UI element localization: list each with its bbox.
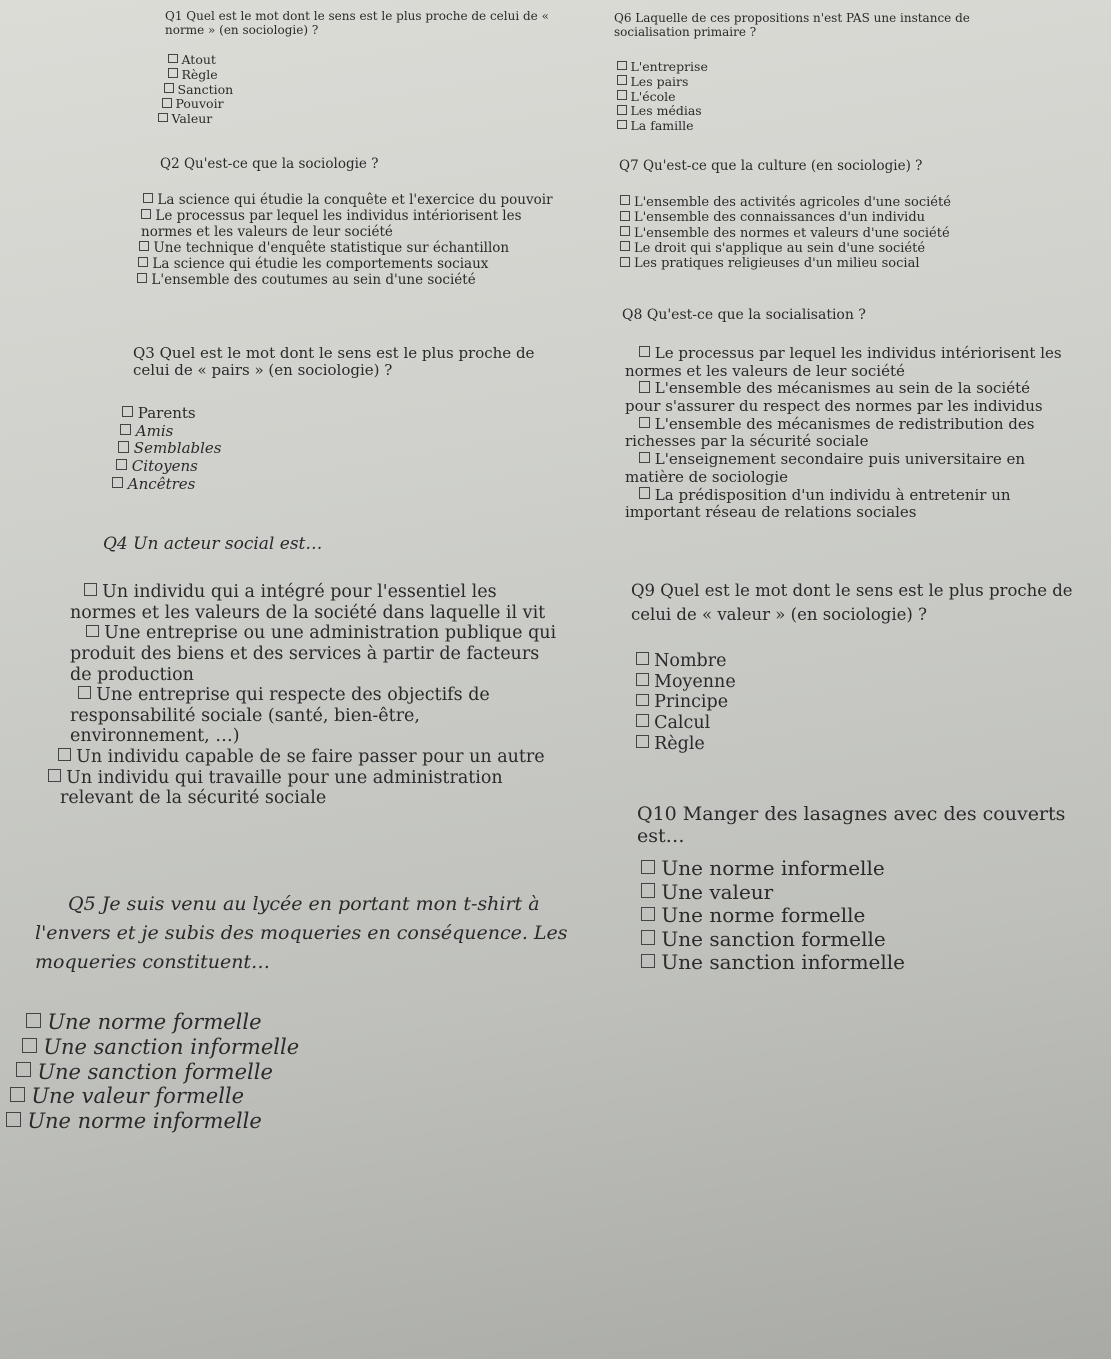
q5-option[interactable]: Une sanction formelle [16, 1060, 299, 1085]
q6-option[interactable]: L'école [617, 90, 708, 105]
q10-option[interactable]: Une norme informelle [641, 857, 905, 881]
q4-option[interactable]: Une entreprise ou une administration publique qui produit des biens et des services à partir de facteurs de production [70, 623, 557, 685]
question-7: Q7 Qu'est-ce que la culture (en sociologie) ? [619, 158, 923, 174]
q3-option[interactable]: Semblables [118, 440, 222, 458]
checkbox-icon [16, 1062, 31, 1077]
checkbox-icon [617, 75, 627, 85]
q8-option[interactable]: L'enseignement secondaire puis universitaire en matière de sociologie [625, 450, 1026, 486]
q5-option[interactable]: Une sanction informelle [22, 1035, 299, 1060]
q5-option[interactable]: Une norme formelle [26, 1010, 299, 1035]
checkbox-icon [86, 625, 99, 638]
checkbox-icon [639, 417, 650, 428]
q6-options [617, 60, 708, 134]
q1-option[interactable]: Atout [168, 53, 233, 68]
checkbox-icon [141, 209, 151, 219]
checkbox-icon [636, 714, 649, 727]
q3-option[interactable]: Citoyens [116, 458, 222, 476]
q7-option[interactable]: L'ensemble des activités agricoles d'une société [620, 195, 951, 210]
checkbox-icon [138, 257, 148, 267]
q6-option[interactable]: Les médias [617, 104, 708, 119]
checkbox-icon [636, 694, 649, 707]
checkbox-icon [620, 211, 630, 221]
checkbox-icon [58, 748, 71, 761]
checkbox-icon [641, 860, 655, 874]
question-2: Q2 Qu'est-ce que la sociologie ? [160, 156, 379, 172]
q5-option[interactable]: Une valeur formelle [10, 1084, 299, 1109]
checkbox-icon [143, 193, 153, 203]
checkbox-icon [617, 105, 627, 115]
checkbox-icon [641, 907, 655, 921]
checkbox-icon [84, 583, 97, 596]
checkbox-icon [48, 769, 61, 782]
checkbox-icon [116, 459, 127, 470]
q2-option[interactable]: L'ensemble des coutumes au sein d'une société [137, 273, 573, 289]
question-3: Q3 Quel est le mot dont le sens est le plus proche de celui de « pairs » (en sociologie) ? [133, 344, 535, 380]
checkbox-icon [26, 1013, 41, 1028]
q10-option[interactable]: Une sanction formelle [641, 928, 905, 952]
checkbox-icon [164, 83, 174, 93]
q9-option[interactable]: Moyenne [636, 672, 736, 693]
checkbox-icon [636, 735, 649, 748]
q9-option[interactable]: Règle [636, 734, 736, 755]
checkbox-icon [112, 477, 123, 488]
checkbox-icon [162, 98, 172, 108]
checkbox-icon [168, 54, 178, 64]
q2-options [143, 193, 573, 289]
question-1: Q1 Quel est le mot dont le sens est le plus proche de celui de « norme » (en sociologie) ? [165, 9, 549, 37]
checkbox-icon [617, 120, 627, 130]
q9-options [636, 651, 736, 754]
q10-option[interactable]: Une valeur [641, 881, 905, 905]
q3-option[interactable]: Ancêtres [112, 476, 222, 494]
q8-option[interactable]: L'ensemble des mécanismes de redistribution des richesses par la sécurité sociale [625, 414, 1035, 451]
q6-option[interactable]: La famille [617, 119, 708, 134]
q3-options [118, 405, 222, 493]
q4-option[interactable]: Un individu qui a intégré pour l'essentiel les normes et les valeurs de la société dans laquelle il vit [70, 582, 546, 623]
q1-option[interactable]: Règle [168, 68, 233, 83]
checkbox-icon [620, 226, 630, 236]
checkbox-icon [639, 346, 650, 357]
q7-option[interactable]: L'ensemble des normes et valeurs d'une société [620, 226, 951, 241]
q4-option[interactable]: Une entreprise qui respecte des objectifs de responsabilité sociale (santé, bien-être, environnement, …) [70, 685, 490, 747]
checkbox-icon [168, 68, 178, 78]
q4-option[interactable]: Un individu qui travaille pour une administration relevant de la sécurité sociale [60, 768, 565, 809]
q1-options [168, 53, 233, 127]
checkbox-icon [636, 652, 649, 665]
q2-option[interactable]: La science qui étudie les comportements sociaux [138, 257, 573, 273]
question-8: Q8 Qu'est-ce que la socialisation ? [622, 307, 866, 323]
q1-option[interactable]: Valeur [158, 112, 233, 127]
q1-option[interactable]: Pouvoir [162, 97, 233, 112]
q4-option[interactable]: Un individu capable de se faire passer pour un autre [58, 747, 565, 768]
checkbox-icon [10, 1087, 25, 1102]
q10-option[interactable]: Une norme formelle [641, 904, 905, 928]
checkbox-icon [620, 257, 630, 267]
q8-option[interactable]: Le processus par lequel les individus intériorisent les normes et les valeurs de leur société [625, 344, 1062, 380]
checkbox-icon [118, 441, 129, 452]
question-5: Q5 Je suis venu au lycée en portant mon t-shirt à l'envers et je subis des moqueries en conséquence. Les moqueries constituent… [35, 893, 568, 973]
checkbox-icon [636, 673, 649, 686]
checkbox-icon [641, 883, 655, 897]
q6-option[interactable]: L'entreprise [617, 60, 708, 75]
q3-option[interactable]: Parents [122, 405, 222, 423]
checkbox-icon [639, 487, 650, 498]
q1-option[interactable]: Sanction [164, 83, 233, 98]
q2-option[interactable]: La science qui étudie la conquête et l'exercice du pouvoir [143, 193, 573, 209]
checkbox-icon [122, 406, 133, 417]
q7-option[interactable]: L'ensemble des connaissances d'un individu [620, 210, 951, 225]
q7-option[interactable]: Le droit qui s'applique au sein d'une société [620, 241, 951, 256]
checkbox-icon [120, 424, 131, 435]
checkbox-icon [641, 954, 655, 968]
checkbox-icon [639, 381, 650, 392]
q7-option[interactable]: Les pratiques religieuses d'un milieu social [620, 256, 951, 271]
question-9: Q9 Quel est le mot dont le sens est le plus proche de celui de « valeur » (en sociologie) ? [631, 581, 1073, 624]
checkbox-icon [620, 195, 630, 205]
q7-options [620, 195, 951, 272]
q10-options [641, 857, 905, 975]
question-10: Q10 Manger des lasagnes avec des couverts est… [637, 803, 1066, 847]
checkbox-icon [641, 930, 655, 944]
q10-option[interactable]: Une sanction informelle [641, 951, 905, 975]
checkbox-icon [617, 90, 627, 100]
q4-options [60, 582, 565, 809]
checkbox-icon [139, 241, 149, 251]
q8-options [625, 345, 1065, 522]
q2-option[interactable]: Une technique d'enquête statistique sur échantillon [139, 241, 573, 257]
q5-option[interactable]: Une norme informelle [6, 1109, 299, 1134]
checkbox-icon [78, 686, 91, 699]
checkbox-icon [639, 452, 650, 463]
q3-option[interactable]: Amis [120, 423, 222, 441]
checkbox-icon [137, 273, 147, 283]
q8-option[interactable]: L'ensemble des mécanismes au sein de la société pour s'assurer du respect des normes par les individus [625, 379, 1043, 416]
checkbox-icon [617, 61, 627, 71]
checkbox-icon [22, 1038, 37, 1053]
q9-option[interactable]: Calcul [636, 713, 736, 734]
checkbox-icon [158, 113, 168, 123]
q9-option[interactable]: Nombre [636, 651, 736, 672]
checkbox-icon [620, 241, 630, 251]
question-4: Q4 Un acteur social est… [103, 534, 323, 554]
question-6: Q6 Laquelle de ces propositions n'est PAS une instance de socialisation primaire ? [614, 11, 970, 39]
q8-option[interactable]: La prédisposition d'un individu à entretenir un important réseau de relations sociales [625, 485, 1011, 522]
q5-options [22, 1010, 299, 1134]
checkbox-icon [6, 1112, 21, 1127]
q2-option[interactable]: Le processus par lequel les individus intériorisent les normes et les valeurs de leur société [141, 207, 522, 240]
q9-option[interactable]: Principe [636, 692, 736, 713]
q6-option[interactable]: Les pairs [617, 75, 708, 90]
